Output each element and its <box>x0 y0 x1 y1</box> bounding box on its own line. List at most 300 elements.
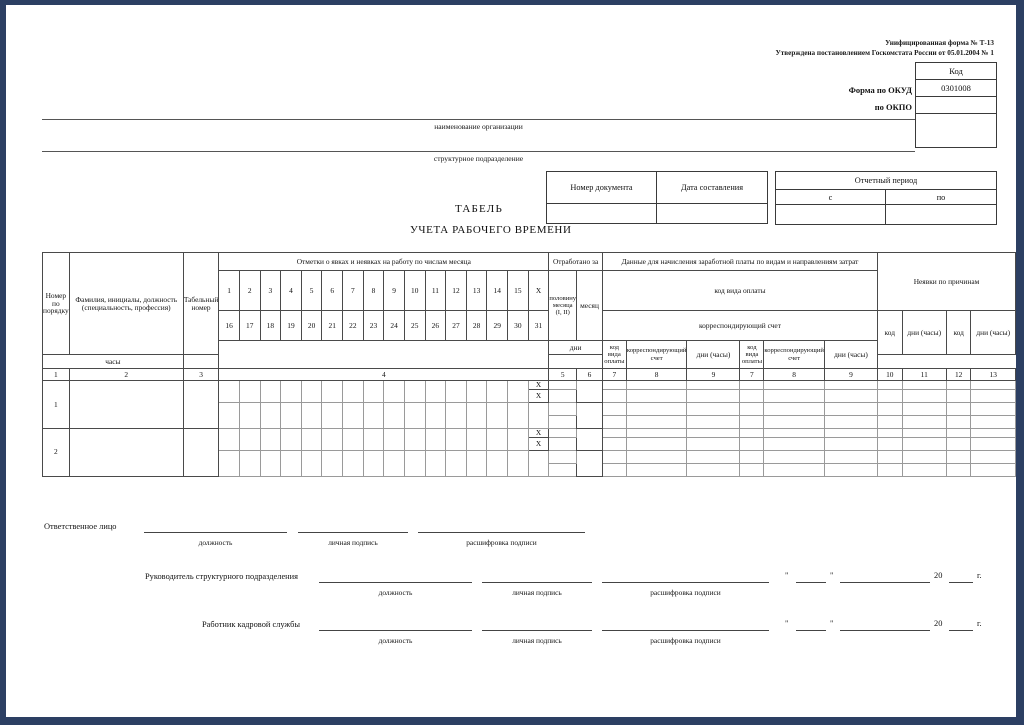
day-cell[interactable] <box>508 402 529 415</box>
org-name-caption: наименование организации <box>434 122 523 131</box>
day-cell[interactable] <box>219 463 240 476</box>
day-cell[interactable] <box>343 450 364 463</box>
form-meta <box>775 38 994 58</box>
pay-code-cell[interactable] <box>602 402 626 415</box>
day-cell[interactable] <box>466 389 487 402</box>
day-cell[interactable] <box>363 402 384 415</box>
head-dept-signature-line[interactable] <box>482 582 592 583</box>
day-cell[interactable] <box>343 437 364 450</box>
hr-worker-signature-line[interactable] <box>482 630 592 631</box>
row-fio[interactable] <box>69 381 183 429</box>
day-cell[interactable] <box>239 415 260 428</box>
corr-account-cell[interactable] <box>626 450 687 463</box>
absence-days-cell[interactable] <box>902 428 946 437</box>
absence-code-cell[interactable] <box>877 381 902 390</box>
colnum-7a: 7 <box>602 369 626 381</box>
day-cell[interactable] <box>363 463 384 476</box>
day-cell[interactable] <box>425 428 446 437</box>
day-cell[interactable] <box>446 450 467 463</box>
day-cell[interactable] <box>322 450 343 463</box>
day-cell[interactable] <box>466 402 487 415</box>
absence-days-cell[interactable] <box>971 415 1016 428</box>
worked-half-cell[interactable] <box>549 415 577 428</box>
day-cell[interactable] <box>281 437 302 450</box>
absence-days-cell[interactable] <box>902 450 946 463</box>
absence-code-cell[interactable] <box>946 437 971 450</box>
header-corresponding-account: корреспондирующий счет <box>602 311 877 341</box>
extra-code-value[interactable] <box>916 114 996 147</box>
x-mark-cell[interactable] <box>528 402 549 415</box>
corr-account-cell[interactable] <box>626 402 687 415</box>
org-name-line[interactable] <box>42 119 915 120</box>
period-from-label: с <box>776 190 886 205</box>
corr-account-cell[interactable] <box>764 463 825 476</box>
x-mark-cell[interactable] <box>528 415 549 428</box>
corr-account-cell[interactable] <box>764 415 825 428</box>
responsible-decoding-line[interactable] <box>418 532 585 533</box>
head-dept-signature-caption: личная подпись <box>512 588 562 597</box>
hr-worker-day-line[interactable] <box>796 630 826 631</box>
absence-code-cell[interactable] <box>946 463 971 476</box>
document-number-block <box>546 171 768 224</box>
head-dept-month-line[interactable] <box>840 582 930 583</box>
day-header-25: 25 <box>404 311 425 341</box>
day-cell[interactable] <box>281 428 302 437</box>
absence-code-cell[interactable] <box>877 450 902 463</box>
head-dept-year-line[interactable] <box>949 582 973 583</box>
day-cell[interactable] <box>446 381 467 390</box>
day-cell[interactable] <box>343 463 364 476</box>
days-hours-cell[interactable] <box>687 381 740 390</box>
day-cell[interactable] <box>384 463 405 476</box>
corr-account-cell[interactable] <box>764 402 825 415</box>
day-cell[interactable] <box>322 428 343 437</box>
okud-label: Форма по ОКУД <box>848 85 912 95</box>
day-cell[interactable] <box>260 402 281 415</box>
day-cell[interactable] <box>466 381 487 390</box>
day-cell[interactable] <box>281 463 302 476</box>
day-cell[interactable] <box>343 415 364 428</box>
document-date-value[interactable] <box>657 204 767 223</box>
row-index: 1 <box>43 381 70 429</box>
day-cell[interactable] <box>301 402 322 415</box>
form-meta-line-1: Унифицированная форма № Т-13 <box>885 39 994 47</box>
absence-code-cell[interactable] <box>877 415 902 428</box>
corr-account-cell[interactable] <box>764 437 825 450</box>
pay-code-cell[interactable] <box>602 450 626 463</box>
day-cell[interactable] <box>384 389 405 402</box>
day-cell[interactable] <box>239 381 260 390</box>
org-unit-line[interactable] <box>42 151 915 152</box>
corr-account-cell[interactable] <box>626 428 687 437</box>
header-absence-code-2: код <box>946 311 971 355</box>
day-cell[interactable] <box>281 402 302 415</box>
absence-days-cell[interactable] <box>971 450 1016 463</box>
day-cell[interactable] <box>425 389 446 402</box>
day-cell[interactable] <box>343 389 364 402</box>
day-header-8: 8 <box>363 271 384 311</box>
day-header-31: 31 <box>528 311 549 341</box>
day-header-27: 27 <box>446 311 467 341</box>
day-header-11: 11 <box>425 271 446 311</box>
table-row[interactable] <box>43 428 1016 437</box>
day-cell[interactable] <box>281 450 302 463</box>
days-hours-cell[interactable] <box>687 450 740 463</box>
pay-code-cell[interactable] <box>602 428 626 437</box>
day-cell[interactable] <box>301 437 322 450</box>
day-cell[interactable] <box>239 402 260 415</box>
document-number-label: Номер документа <box>547 172 657 204</box>
day-cell[interactable] <box>343 428 364 437</box>
period-from-value[interactable] <box>776 205 886 224</box>
x-mark-cell[interactable] <box>528 450 549 463</box>
day-cell[interactable] <box>487 428 508 437</box>
absence-code-cell[interactable] <box>877 463 902 476</box>
day-cell[interactable] <box>322 463 343 476</box>
day-cell[interactable] <box>404 463 425 476</box>
day-cell[interactable] <box>466 463 487 476</box>
day-cell[interactable] <box>487 463 508 476</box>
day-cell[interactable] <box>343 402 364 415</box>
corr-account-cell[interactable] <box>626 381 687 390</box>
day-cell[interactable] <box>260 428 281 437</box>
absence-code-cell[interactable] <box>946 402 971 415</box>
day-header-19: 19 <box>281 311 302 341</box>
absence-code-cell[interactable] <box>877 437 902 450</box>
days-hours-cell[interactable] <box>824 389 877 402</box>
pay-code-cell[interactable] <box>740 389 764 402</box>
pay-code-cell[interactable] <box>602 381 626 390</box>
absence-days-cell[interactable] <box>902 415 946 428</box>
days-hours-cell[interactable] <box>824 463 877 476</box>
hr-worker-month-line[interactable] <box>840 630 930 631</box>
absence-days-cell[interactable] <box>902 389 946 402</box>
absence-code-cell[interactable] <box>946 381 971 390</box>
corr-account-cell[interactable] <box>626 437 687 450</box>
worked-half-cell[interactable] <box>549 381 577 390</box>
day-header-18: 18 <box>260 311 281 341</box>
days-hours-cell[interactable] <box>687 437 740 450</box>
day-header-24: 24 <box>384 311 405 341</box>
day-cell[interactable] <box>384 402 405 415</box>
day-cell[interactable] <box>260 415 281 428</box>
head-dept-decoding-line[interactable] <box>602 582 769 583</box>
day-cell[interactable] <box>260 389 281 402</box>
absence-code-cell[interactable] <box>877 428 902 437</box>
day-header-26: 26 <box>425 311 446 341</box>
day-cell[interactable] <box>487 402 508 415</box>
worked-half-cell[interactable] <box>549 389 577 402</box>
day-cell[interactable] <box>404 415 425 428</box>
day-header-12: 12 <box>446 271 467 311</box>
day-cell[interactable] <box>384 415 405 428</box>
head-dept-day-line[interactable] <box>796 582 826 583</box>
colnum-4: 4 <box>219 369 549 381</box>
worked-month-cell[interactable] <box>577 428 603 450</box>
day-cell[interactable] <box>219 415 240 428</box>
day-header-28: 28 <box>466 311 487 341</box>
days-hours-cell[interactable] <box>824 415 877 428</box>
day-cell[interactable] <box>446 402 467 415</box>
absence-code-cell[interactable] <box>877 389 902 402</box>
worked-month-cell[interactable] <box>577 402 603 428</box>
day-cell[interactable] <box>404 402 425 415</box>
day-cell[interactable] <box>239 389 260 402</box>
day-cell[interactable] <box>404 450 425 463</box>
colnum-5: 5 <box>549 369 577 381</box>
day-cell[interactable] <box>487 415 508 428</box>
header-days: дни <box>549 341 603 355</box>
day-cell[interactable] <box>219 428 240 437</box>
day-cell[interactable] <box>425 450 446 463</box>
corr-account-cell[interactable] <box>764 450 825 463</box>
day-cell[interactable] <box>301 389 322 402</box>
day-cell[interactable] <box>219 381 240 390</box>
day-cell[interactable] <box>508 415 529 428</box>
okud-value[interactable]: 0301008 <box>916 80 996 97</box>
day-cell[interactable] <box>239 437 260 450</box>
reporting-period-title: Отчетный период <box>776 172 996 190</box>
day-cell[interactable] <box>219 450 240 463</box>
day-cell[interactable] <box>301 428 322 437</box>
corr-account-cell[interactable] <box>764 381 825 390</box>
corr-account-cell[interactable] <box>626 463 687 476</box>
day-cell[interactable] <box>384 381 405 390</box>
row-fio[interactable] <box>69 428 183 476</box>
worked-month-cell[interactable] <box>577 450 603 476</box>
day-header-23: 23 <box>363 311 384 341</box>
corr-account-cell[interactable] <box>764 428 825 437</box>
day-cell[interactable] <box>281 389 302 402</box>
document-number-value[interactable] <box>547 204 657 223</box>
day-header-16: 16 <box>219 311 240 341</box>
hr-worker-position-line[interactable] <box>319 630 472 631</box>
header-corr-account-1: корреспондирующий счет <box>626 341 687 369</box>
header-payroll-data: Данные для начисления заработной платы по видам и направлениям затрат <box>602 253 877 271</box>
row-tab-number[interactable] <box>183 381 219 429</box>
page-subtitle: УЧЕТА РАБОЧЕГО ВРЕМЕНИ <box>410 224 572 236</box>
day-cell[interactable] <box>301 381 322 390</box>
worked-month-cell[interactable] <box>577 381 603 403</box>
corr-account-cell[interactable] <box>764 389 825 402</box>
day-cell[interactable] <box>281 381 302 390</box>
day-cell[interactable] <box>466 415 487 428</box>
day-cell[interactable] <box>487 389 508 402</box>
absence-days-cell[interactable] <box>971 381 1016 390</box>
day-cell[interactable] <box>363 381 384 390</box>
days-hours-cell[interactable] <box>687 402 740 415</box>
period-to-value[interactable] <box>886 205 996 224</box>
day-cell[interactable] <box>239 463 260 476</box>
pay-code-cell[interactable] <box>602 389 626 402</box>
day-cell[interactable] <box>487 437 508 450</box>
day-cell[interactable] <box>322 415 343 428</box>
absence-days-cell[interactable] <box>902 402 946 415</box>
hr-worker-signature-caption: личная подпись <box>512 636 562 645</box>
day-cell[interactable] <box>508 381 529 390</box>
pay-code-cell[interactable] <box>602 415 626 428</box>
day-cell[interactable] <box>219 402 240 415</box>
day-cell[interactable] <box>301 415 322 428</box>
days-hours-cell[interactable] <box>824 437 877 450</box>
days-hours-cell[interactable] <box>824 381 877 390</box>
absence-code-cell[interactable] <box>946 450 971 463</box>
worked-half-cell[interactable] <box>549 450 577 463</box>
colnum-8a: 8 <box>626 369 687 381</box>
hr-worker-year-line[interactable] <box>949 630 973 631</box>
day-cell[interactable] <box>363 415 384 428</box>
colnum-9b: 9 <box>824 369 877 381</box>
day-cell[interactable] <box>466 437 487 450</box>
absence-days-cell[interactable] <box>971 437 1016 450</box>
day-header-9: 9 <box>384 271 405 311</box>
table-column-number-row <box>43 369 1016 381</box>
day-cell[interactable] <box>260 463 281 476</box>
day-cell[interactable] <box>425 381 446 390</box>
absence-days-cell[interactable] <box>971 389 1016 402</box>
absence-code-cell[interactable] <box>946 428 971 437</box>
day-cell[interactable] <box>404 437 425 450</box>
day-cell[interactable] <box>322 437 343 450</box>
pay-code-cell[interactable] <box>740 381 764 390</box>
absence-days-cell[interactable] <box>902 381 946 390</box>
days-hours-cell[interactable] <box>824 450 877 463</box>
day-cell[interactable] <box>466 450 487 463</box>
pay-code-cell[interactable] <box>740 463 764 476</box>
day-cell[interactable] <box>508 437 529 450</box>
day-cell[interactable] <box>219 389 240 402</box>
day-header-5: 5 <box>301 271 322 311</box>
day-cell[interactable] <box>363 428 384 437</box>
header-half-month: половину месяца (I, II) <box>549 271 577 341</box>
day-cell[interactable] <box>322 402 343 415</box>
header-tab-number: Табельный номер <box>183 253 219 355</box>
worked-half-cell[interactable] <box>549 428 577 437</box>
day-cell[interactable] <box>281 415 302 428</box>
day-cell[interactable] <box>425 437 446 450</box>
worked-half-cell[interactable] <box>549 463 577 476</box>
okpo-value[interactable] <box>916 97 996 114</box>
day-cell[interactable] <box>322 389 343 402</box>
day-cell[interactable] <box>322 381 343 390</box>
x-mark-cell[interactable] <box>528 463 549 476</box>
day-cell[interactable] <box>404 381 425 390</box>
absence-code-cell[interactable] <box>877 402 902 415</box>
day-cell[interactable] <box>446 463 467 476</box>
x-mark-cell: X <box>528 428 549 437</box>
day-cell[interactable] <box>508 463 529 476</box>
absence-code-cell[interactable] <box>946 389 971 402</box>
pay-code-cell[interactable] <box>740 450 764 463</box>
worked-half-cell[interactable] <box>549 437 577 450</box>
day-header-6: 6 <box>322 271 343 311</box>
pay-code-cell[interactable] <box>740 437 764 450</box>
day-cell[interactable] <box>508 428 529 437</box>
day-cell[interactable] <box>384 437 405 450</box>
day-header-21: 21 <box>322 311 343 341</box>
day-cell[interactable] <box>446 428 467 437</box>
pay-code-cell[interactable] <box>602 437 626 450</box>
day-cell[interactable] <box>260 381 281 390</box>
table-row[interactable] <box>43 381 1016 390</box>
day-cell[interactable] <box>446 437 467 450</box>
worked-half-cell[interactable] <box>549 402 577 415</box>
day-cell[interactable] <box>384 428 405 437</box>
day-cell[interactable] <box>260 450 281 463</box>
head-dept-year-prefix: 20 <box>934 571 943 580</box>
okpo-label: по ОКПО <box>874 102 912 112</box>
corr-account-cell[interactable] <box>626 415 687 428</box>
absence-days-cell[interactable] <box>902 463 946 476</box>
day-header-22: 22 <box>343 311 364 341</box>
days-hours-cell[interactable] <box>824 402 877 415</box>
day-cell[interactable] <box>363 437 384 450</box>
absence-code-cell[interactable] <box>946 415 971 428</box>
day-cell[interactable] <box>343 381 364 390</box>
absence-days-cell[interactable] <box>902 437 946 450</box>
header-absence-days-1: дни (часы) <box>902 311 946 355</box>
pay-code-cell[interactable] <box>602 463 626 476</box>
corr-account-cell[interactable] <box>626 389 687 402</box>
document-page <box>6 5 1016 717</box>
head-dept-position-line[interactable] <box>319 582 472 583</box>
row-index: 2 <box>43 428 70 476</box>
day-cell[interactable] <box>239 428 260 437</box>
absence-days-cell[interactable] <box>971 463 1016 476</box>
days-hours-cell[interactable] <box>687 463 740 476</box>
page-title: ТАБЕЛЬ <box>455 203 503 215</box>
day-cell[interactable] <box>384 450 405 463</box>
days-hours-cell[interactable] <box>687 428 740 437</box>
hr-worker-decoding-line[interactable] <box>602 630 769 631</box>
day-header-7: 7 <box>343 271 364 311</box>
pay-code-cell[interactable] <box>740 402 764 415</box>
pay-code-cell[interactable] <box>740 428 764 437</box>
day-cell[interactable] <box>508 450 529 463</box>
day-cell[interactable] <box>239 450 260 463</box>
day-cell[interactable] <box>446 389 467 402</box>
day-cell[interactable] <box>219 437 240 450</box>
colnum-10: 10 <box>877 369 902 381</box>
day-cell[interactable] <box>425 463 446 476</box>
day-cell[interactable] <box>404 389 425 402</box>
days-hours-cell[interactable] <box>687 389 740 402</box>
day-cell[interactable] <box>425 402 446 415</box>
absence-days-cell[interactable] <box>971 428 1016 437</box>
row-tab-number[interactable] <box>183 428 219 476</box>
day-cell[interactable] <box>487 381 508 390</box>
responsible-signature-line[interactable] <box>298 532 408 533</box>
days-hours-cell[interactable] <box>687 415 740 428</box>
day-cell[interactable] <box>404 428 425 437</box>
day-cell[interactable] <box>301 463 322 476</box>
day-cell[interactable] <box>301 450 322 463</box>
day-cell[interactable] <box>487 450 508 463</box>
day-cell[interactable] <box>363 450 384 463</box>
pay-code-cell[interactable] <box>740 415 764 428</box>
day-cell[interactable] <box>425 415 446 428</box>
days-hours-cell[interactable] <box>824 428 877 437</box>
day-cell[interactable] <box>260 437 281 450</box>
day-cell[interactable] <box>363 389 384 402</box>
day-cell[interactable] <box>508 389 529 402</box>
responsible-position-line[interactable] <box>144 532 287 533</box>
day-cell[interactable] <box>446 415 467 428</box>
absence-days-cell[interactable] <box>971 402 1016 415</box>
header-num-order: Номер по порядку <box>43 253 70 355</box>
day-header-20: 20 <box>301 311 322 341</box>
day-cell[interactable] <box>466 428 487 437</box>
